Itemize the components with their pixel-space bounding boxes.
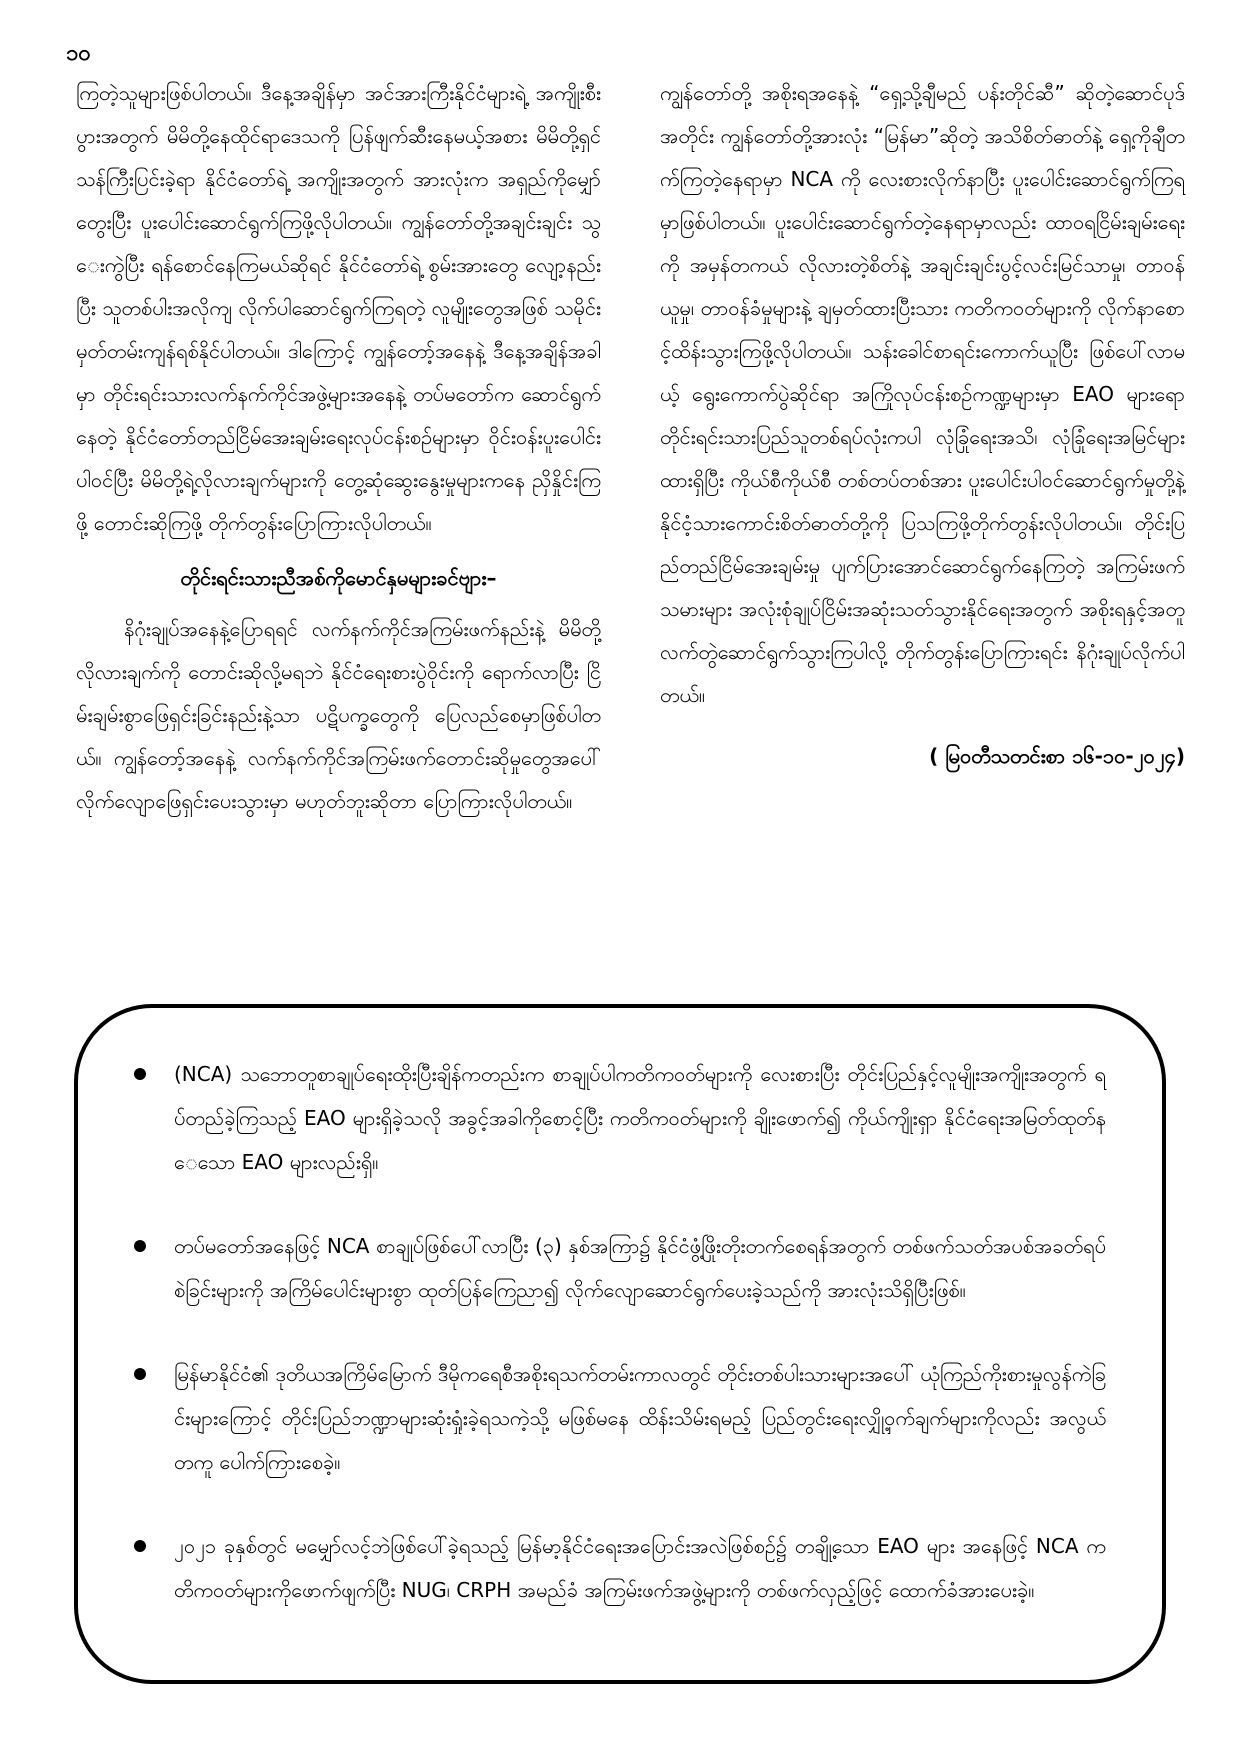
- bullet-icon: [134, 1068, 146, 1080]
- bullet-item: [134, 1224, 1106, 1312]
- right-column: [660, 72, 1185, 778]
- body-paragraph: ကျွန်တော်တို့ အစိုးရအနေနဲ့ “ရှေ့သို့ချီမည် ပန်းတိုင်ဆီ” ဆိုတဲ့ဆောင်ပုဒ်အတိုင်း ကျွန်တော်တို့အားလုံး “မြန်မာ”ဆိုတဲ့ အသိစိတ်ဓာတ်နဲ့ ရှေ့ကိုချီတက်ကြတဲ့နေရာမှာ NCA ကို လေးစားလိုက်နာပြီး ပူးပေါင်းဆောင်ရွက်ကြရမှာဖြစ်ပါတယ်။ ပူးပေါင်းဆောင်ရွက်တဲ့နေရာမှာလည်း ထာဝရငြိမ်းချမ်းရေးကို အမှန်တကယ် လိုလားတဲ့စိတ်နဲ့ အချင်းချင်းပွင့်လင်းမြင်သာမှု၊ တာဝန်ယူမှု၊ တာဝန်ခံမှုများနဲ့ ချမှတ်ထားပြီးသား ကတိကဝတ်များကို လိုက်နာစောင့်ထိန်းသွားကြဖို့လိုပါတယ်။ သန်းခေါင်စာရင်းကောက်ယူပြီး ဖြစ်ပေါ်လာမယ့် ရွေးကောက်ပွဲဆိုင်ရာ အကြိုလုပ်ငန်းစဉ်ကဏ္ဍများမှာ EAO များရော တိုင်းရင်းသားပြည်သူတစ်ရပ်လုံးကပါ လုံခြုံရေးအသိ၊ လုံခြုံရေးအမြင်များထားရှိပြီး ကိုယ်စီကိုယ်စီ တစ်တပ်တစ်အား ပူးပေါင်းပါဝင်ဆောင်ရွက်မှုတို့နဲ့ နိုင်ငံ့သားကောင်းစိတ်ဓာတ်တို့ကို ပြသကြဖို့တိုက်တွန်းလိုပါတယ်။ တိုင်းပြည်တည်ငြိမ်အေးချမ်းမှု ပျက်ပြားအောင်ဆောင်ရွက်နေကြတဲ့ အကြမ်းဖက်သမားများ အလုံးစုံချုပ်ငြိမ်းအဆုံးသတ်သွားနိုင်ရေးအတွက် အစိုးရနှင့်အတူ လက်တွဲဆောင်ရွက်သွားကြပါလို့ တိုက်တွန်းပြောကြားရင်း နိဂုံးချုပ်လိုက်ပါတယ်။: [660, 81, 1185, 707]
- body-paragraph: နိဂုံးချုပ်အနေနဲ့ပြောရရင် လက်နက်ကိုင်အကြမ်းဖက်နည်းနဲ့ မိမိတို့လိုလားချက်ကို တောင်းဆိုလို့မရဘဲ နိုင်ငံရေးစားပွဲဝိုင်းကို ရောက်လာပြီး ငြိမ်းချမ်းစွာဖြေရှင်းခြင်းနည်းနဲ့သာ ပဋိပက္ခတွေကို ပြေလည်စေမှာဖြစ်ပါတယ်။ ကျွန်တော့်အနေနဲ့ လက်နက်ကိုင်အကြမ်းဖက်တောင်းဆိုမှုတွေအပေါ် လိုက်လျောဖြေရှင်းပေးသွားမှာ မဟုတ်ဘူးဆိုတာ ပြောကြားလိုပါတယ်။: [76, 617, 601, 813]
- bullet-text: မြန်မာနိုင်ငံ၏ ဒုတိယအကြိမ်မြောက် ဒီမိုကရေစီအစိုးရသက်တမ်းကာလတွင် တိုင်းတစ်ပါးသားများအပေါ် ယုံကြည်ကိုးစားမှုလွန်ကဲခြင်းများကြောင့် တိုင်းပြည်ဘဏ္ဍာများဆုံးရှုံးခဲ့ရသကဲ့သို့ မဖြစ်မနေ ထိန်းသိမ်းရမည့် ပြည်တွင်းရေးလျှို့ဝှက်ချက်များကိုလည်း အလွယ်တကူ ပေါက်ကြားစေခဲ့။: [174, 1362, 1106, 1474]
- source-citation: ( မြဝတီသတင်းစာ ၁၆-၁၀-၂၀၂၄): [929, 744, 1185, 768]
- body-paragraph: ကြတဲ့သူများဖြစ်ပါတယ်။ ဒီနေ့အချိန်မှာ အင်အားကြီးနိုင်ငံများရဲ့ အကျိုးစီးပွားအတွက် မိမိတို့နေထိုင်ရာဒေသကို ပြန်ဖျက်ဆီးနေမယ့်အစား မိမိတို့ရှင်သန်ကြီးပြင်းခဲ့ရာ နိုင်ငံတော်ရဲ့ အကျိုးအတွက် အားလုံးက အရှည်ကိုမျှော်တွေးပြီး ပူးပေါင်းဆောင်ရွက်ကြဖို့လိုပါတယ်။ ကျွန်တော်တို့အချင်းချင်း သွေးကွဲပြီး ရန်စောင်နေကြမယ်ဆိုရင် နိုင်ငံတော်ရဲ့ စွမ်းအားတွေ လျော့နည်းပြီး သူတစ်ပါးအလိုကျ လိုက်ပါဆောင်ရွက်ကြရတဲ့ လူမျိုးတွေအဖြစ် သမိုင်းမှတ်တမ်းကျန်ရစ်နိုင်ပါတယ်။ ဒါကြောင့် ကျွန်တော့်အနေနဲ့ ဒီနေ့အချိန်အခါမှာ တိုင်းရင်းသားလက်နက်ကိုင်အဖွဲ့များအနေနဲ့ တပ်မတော်က ဆောင်ရွက်နေတဲ့ နိုင်ငံတော်တည်ငြိမ်အေးချမ်းရေးလုပ်ငန်းစဉ်များမှာ ဝိုင်းဝန်းပူးပေါင်းပါဝင်ပြီး မိမိတို့ရဲ့လိုလားချက်များကို တွေ့ဆုံဆွေးနွေးမှုများကနေ ညှိနှိုင်းကြဖို့ တောင်းဆိုကြဖို့ တိုက်တွန်းပြောကြားလိုပါတယ်။: [76, 81, 601, 535]
- bullet-item: [134, 1052, 1106, 1184]
- bullet-text: တပ်မတော်အနေဖြင့် NCA စာချုပ်ဖြစ်ပေါ်လာပြီး (၃) နှစ်အကြာ၌ နိုင်ငံဖွံ့ဖြိုးတိုးတက်စေရန်အတွက် တစ်ဖက်သတ်အပစ်အခတ်ရပ်စဲခြင်းများကို အကြိမ်ပေါင်းများစွာ ထုတ်ပြန်ကြေညာ၍ လိုက်လျောဆောင်ရွက်ပေးခဲ့သည်ကို အားလုံးသိရှိပြီးဖြစ်။: [174, 1234, 1106, 1302]
- bullet-list: [78, 1008, 1162, 1612]
- summary-box: [74, 1004, 1166, 1684]
- page-number: ၁၀: [66, 41, 91, 66]
- bullet-icon: [134, 1240, 146, 1252]
- bullet-text: (NCA) သဘောတူစာချုပ်ရေးထိုးပြီးချိန်ကတည်းက စာချုပ်ပါကတိကဝတ်များကို လေးစားပြီး တိုင်းပြည်နှင့်လူမျိုးအကျိုးအတွက် ရပ်တည်ခဲ့ကြသည့် EAO များရှိခဲ့သလို အခွင့်အခါကိုစောင့်ပြီး ကတိကဝတ်များကို ချိုးဖောက်၍ ကိုယ်ကျိုးရှာ နိုင်ငံရေးအမြတ်ထုတ်နေသော EAO များလည်းရှိ။: [174, 1062, 1106, 1174]
- bullet-icon: [134, 1368, 146, 1380]
- bullet-item: [134, 1524, 1106, 1612]
- bullet-icon: [134, 1540, 146, 1552]
- left-column: [76, 72, 601, 823]
- bullet-text: ၂၀၂၁ ခုနှစ်တွင် မမျှော်လင့်ဘဲဖြစ်ပေါ်ခဲ့ရသည့် မြန်မာ့နိုင်ငံရေးအပြောင်းအလဲဖြစ်စဉ်၌ တချို့သော EAO များ အနေဖြင့် NCA ကတိကဝတ်များကိုဖောက်ဖျက်ပြီး NUG၊ CRPH အမည်ခံ အကြမ်းဖက်အဖွဲ့များကို တစ်ဖက်လှည့်ဖြင့် ထောက်ခံအားပေးခဲ့။: [174, 1534, 1106, 1602]
- section-subheading: တိုင်းရင်းသားညီအစ်ကိုမောင်နှမများခင်ဗျား–: [180, 566, 497, 590]
- bullet-item: [134, 1352, 1106, 1484]
